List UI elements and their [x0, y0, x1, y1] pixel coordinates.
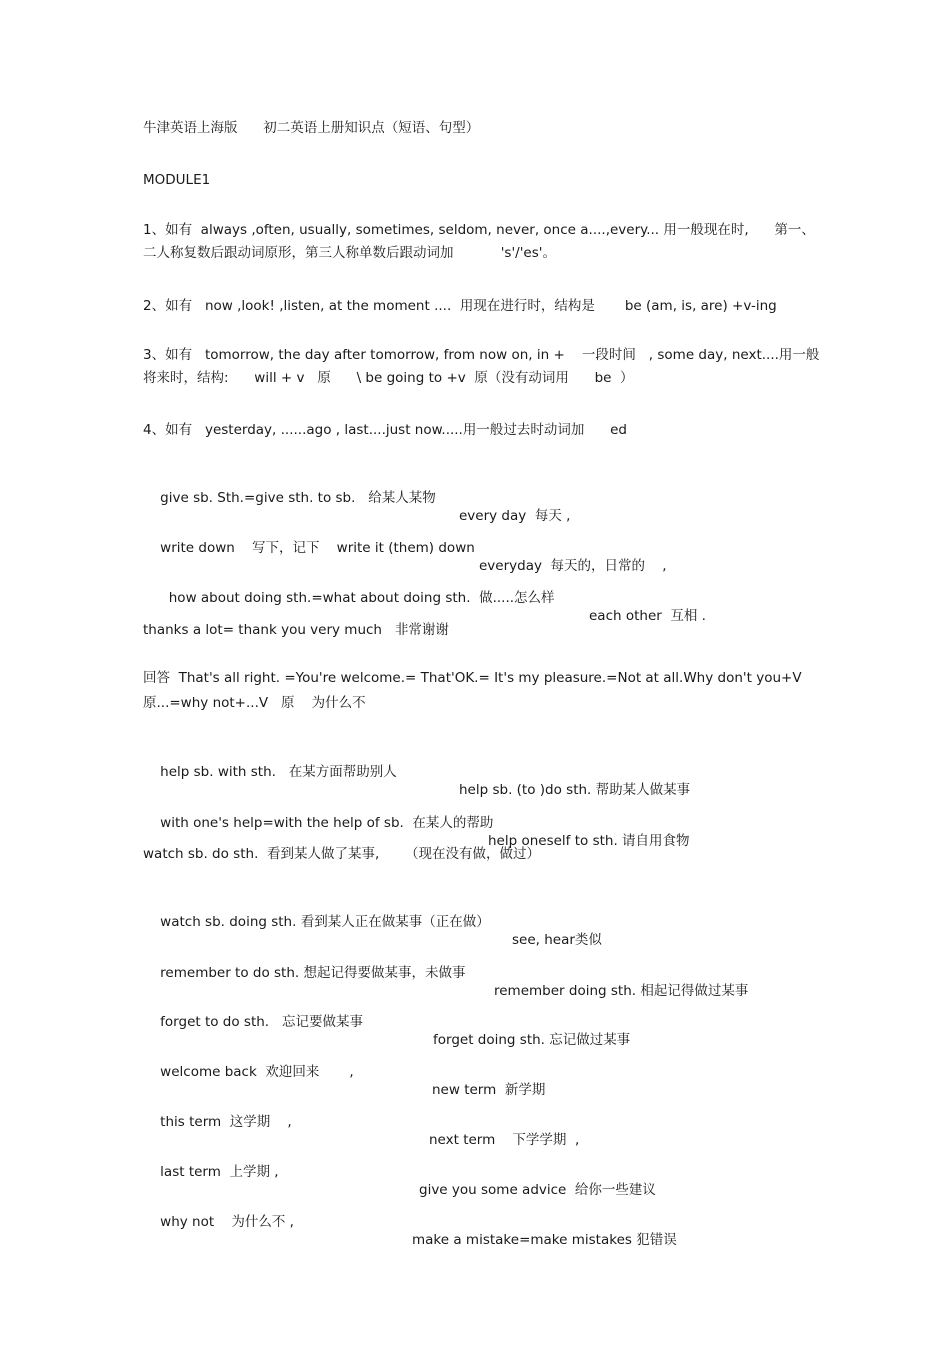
phrase-why-not: why not 为什么不 ,	[160, 1214, 294, 1230]
phrase-watch-doing: watch sb. doing sth. 看到某人正在做某事（正在做）	[160, 914, 490, 930]
phrase-how-about: how about doing sth.=what about doing sth. 做.....怎么样	[160, 590, 555, 606]
rule-2: 2、如有 now ,look! ,listen, at the moment .... 用现在进行时，结构是 be (am, is, are) +v-ing	[143, 298, 777, 314]
phrase-watch-do: watch sb. do sth. 看到某人做了某事, （现在没有做，做过）	[143, 846, 540, 862]
phrase-new-term: new term 新学期	[432, 1082, 546, 1098]
phrase-make-mistake: make a mistake=make mistakes 犯错误	[412, 1232, 677, 1248]
phrase-welcome-back: welcome back 欢迎回来 ,	[160, 1064, 354, 1080]
phrase-help-do: help sb. (to )do sth. 帮助某人做某事	[459, 782, 691, 798]
phrase-with-help: with one's help=with the help of sb. 在某人的帮助	[160, 815, 494, 831]
phrase-give-advice: give you some advice 给你一些建议	[419, 1182, 656, 1198]
phrase-thanks-a-lot: thanks a lot= thank you very much 非常谢谢	[143, 622, 449, 638]
phrase-next-term: next term 下学学期 ,	[429, 1132, 580, 1148]
phrase-everyday: everyday 每天的，日常的 ,	[479, 558, 667, 574]
rule-1-line-2: 二人称复数后跟动词原形，第三人称单数后跟动词加 's'/'es'。	[143, 245, 556, 261]
phrase-this-term: this term 这学期 ,	[160, 1114, 292, 1130]
phrase-write-down: write down 写下，记下 write it (them) down	[160, 540, 475, 556]
rule-4: 4、如有 yesterday, ......ago , last....just now.....用一般过去时动词加 ed	[143, 422, 627, 438]
phrase-last-term: last term 上学期 ,	[160, 1164, 279, 1180]
phrase-forget-doing: forget doing sth. 忘记做过某事	[433, 1032, 631, 1048]
module-heading: MODULE1	[143, 172, 211, 188]
phrase-help-with: help sb. with sth. 在某方面帮助别人	[160, 764, 397, 780]
phrase-each-other: each other 互相 .	[589, 608, 706, 624]
phrase-reply-line-2: 原...=why not+...V 原 为什么不	[143, 695, 366, 711]
phrase-see-hear: see, hear类似	[512, 932, 602, 948]
phrase-row-15	[143, 1195, 677, 1267]
phrase-remember-to-do: remember to do sth. 想起记得要做某事，未做事	[160, 965, 466, 981]
phrase-give-sth: give sb. Sth.=give sth. to sb. 给某人某物	[160, 490, 436, 506]
phrase-forget-to-do: forget to do sth. 忘记要做某事	[160, 1014, 363, 1030]
phrase-help-oneself: help oneself to sth. 请自用食物	[488, 833, 690, 849]
rule-3-line-1: 3、如有 tomorrow, the day after tomorrow, from now on, in + 一段时间 , some day, next....用一般	[143, 347, 820, 363]
rule-1-line-1: 1、如有 always ,often, usually, sometimes, seldom, never, once a....,every... 用一般现在时, 第一、	[143, 222, 815, 238]
document-title: 牛津英语上海版 初二英语上册知识点（短语、句型）	[143, 120, 480, 136]
phrase-reply-line-1: 回答 That's all right. =You're welcome.= That'OK.= It's my pleasure.=Not at all.Why don't you+V	[143, 670, 802, 686]
phrase-every-day: every day 每天 ,	[459, 508, 571, 524]
phrase-remember-doing: remember doing sth. 相起记得做过某事	[494, 983, 749, 999]
rule-3-line-2: 将来时，结构: will + v 原 \ be going to +v 原（没有动词用 be ）	[143, 370, 634, 386]
